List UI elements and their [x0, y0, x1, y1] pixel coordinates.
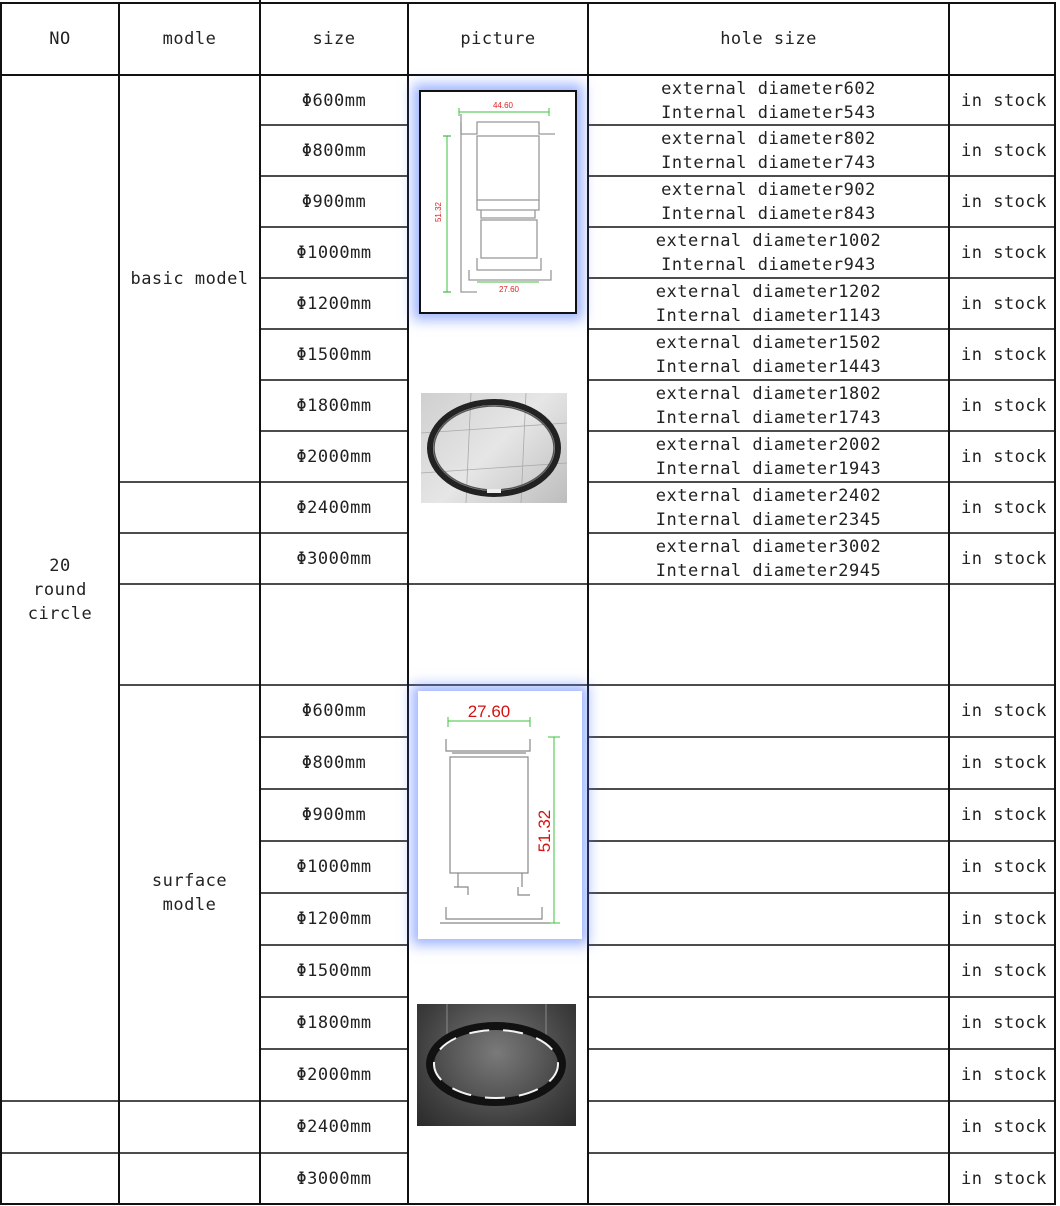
group-no-number: 20: [49, 556, 71, 576]
surface-stock-cell: in stock: [961, 1117, 1047, 1137]
internal-diameter: Internal diameter1943: [655, 458, 882, 479]
surface-size-cell: Φ900mm: [301, 805, 367, 825]
basic-stock-cell: in stock: [961, 191, 1047, 212]
basic-profile-drawing: [419, 90, 577, 314]
surface-stock-cell: in stock: [961, 909, 1047, 929]
basic-stock-cell: in stock: [961, 293, 1047, 314]
internal-diameter: Internal diameter743: [661, 152, 876, 173]
basic-top-dim: 44.60: [492, 101, 514, 110]
header-model: modle: [162, 29, 217, 49]
ring-photo-basic: [421, 393, 567, 503]
basic-hole-size-cell: [588, 431, 949, 482]
basic-stock-cell: in stock: [961, 497, 1047, 518]
external-diameter: external diameter802: [661, 128, 876, 149]
internal-diameter: Internal diameter1443: [655, 356, 882, 377]
basic-size-cell: Φ1200mm: [296, 293, 372, 314]
basic-size-cell: Φ800mm: [301, 140, 367, 161]
basic-size-cell: Φ900mm: [301, 191, 367, 212]
surface-stock-cell: in stock: [961, 701, 1047, 721]
surface-size-cell: Φ1500mm: [296, 961, 372, 981]
ring-photo-surface: [417, 1004, 576, 1126]
surface-size-cell: Φ3000mm: [296, 1169, 372, 1189]
basic-stock-cell: in stock: [961, 446, 1047, 467]
surface-stock-cell: in stock: [961, 857, 1047, 877]
surface-size-cell: Φ1000mm: [296, 857, 372, 877]
surface-stock-cell: in stock: [961, 1169, 1047, 1189]
basic-hole-size-cell: [588, 533, 949, 584]
internal-diameter: Internal diameter543: [661, 102, 876, 123]
basic-model-label: basic model: [130, 268, 249, 289]
internal-diameter: Internal diameter2345: [655, 509, 882, 530]
basic-bottom-dim: 27.60: [498, 285, 520, 294]
basic-hole-size-cell: [588, 176, 949, 227]
basic-stock-cell: in stock: [961, 90, 1047, 111]
group-no-circle: circle: [27, 604, 93, 624]
basic-stock-cell: in stock: [961, 395, 1047, 416]
surface-stock-cell: in stock: [961, 805, 1047, 825]
surface-size-cell: Φ1800mm: [296, 1013, 372, 1033]
basic-hole-size-cell: [588, 482, 949, 533]
basic-stock-cell: in stock: [961, 344, 1047, 365]
surface-size-cell: Φ2400mm: [296, 1117, 372, 1137]
basic-stock-cell: in stock: [961, 140, 1047, 161]
basic-size-cell: Φ1800mm: [296, 395, 372, 416]
surface-model-line2: modle: [162, 895, 217, 915]
surface-stock-cell: in stock: [961, 1013, 1047, 1033]
basic-stock-cell: in stock: [961, 242, 1047, 263]
group-no-cell: [1, 540, 119, 640]
external-diameter: external diameter2402: [655, 485, 882, 506]
basic-size-cell: Φ600mm: [301, 90, 367, 111]
basic-size-cell: Φ1500mm: [296, 344, 372, 365]
external-diameter: external diameter1802: [655, 383, 882, 404]
external-diameter: external diameter1002: [655, 230, 882, 251]
internal-diameter: Internal diameter843: [661, 203, 876, 224]
header-hole-size: hole size: [720, 29, 817, 49]
basic-size-cell: Φ2000mm: [296, 446, 372, 467]
surface-stock-cell: in stock: [961, 753, 1047, 773]
internal-diameter: Internal diameter943: [661, 254, 876, 275]
external-diameter: external diameter1502: [655, 332, 882, 353]
external-diameter: external diameter602: [661, 78, 876, 99]
basic-hole-size-cell: [588, 380, 949, 431]
basic-hole-size-cell: [588, 75, 949, 126]
surface-size-cell: Φ2000mm: [296, 1065, 372, 1085]
surface-profile-drawing: [418, 691, 582, 939]
basic-size-cell: Φ2400mm: [296, 497, 372, 518]
internal-diameter: Internal diameter1143: [655, 305, 882, 326]
surface-model-label: [119, 685, 260, 1101]
surface-stock-cell: in stock: [961, 961, 1047, 981]
basic-hole-size-cell: [588, 125, 949, 176]
surface-size-cell: Φ1200mm: [296, 909, 372, 929]
external-diameter: external diameter902: [661, 179, 876, 200]
surface-side-dim: 51.32: [535, 809, 554, 853]
header-stock: [949, 3, 1055, 75]
basic-size-cell: Φ3000mm: [296, 548, 372, 569]
external-diameter: external diameter3002: [655, 536, 882, 557]
basic-side-dim: 51.32: [434, 201, 443, 223]
header-picture: picture: [460, 29, 536, 49]
basic-stock-cell: in stock: [961, 548, 1047, 569]
basic-hole-size-cell: [588, 227, 949, 278]
basic-hole-size-cell: [588, 329, 949, 380]
header-no: NO: [49, 29, 71, 49]
surface-model-line1: surface: [151, 871, 228, 891]
surface-stock-cell: in stock: [961, 1065, 1047, 1085]
internal-diameter: Internal diameter2945: [655, 560, 882, 581]
surface-top-dim: 27.60: [467, 702, 511, 721]
surface-size-cell: Φ800mm: [301, 753, 367, 773]
external-diameter: external diameter2002: [655, 434, 882, 455]
group-no-round: round: [33, 580, 87, 600]
basic-size-cell: Φ1000mm: [296, 242, 372, 263]
internal-diameter: Internal diameter1743: [655, 407, 882, 428]
external-diameter: external diameter1202: [655, 281, 882, 302]
header-size: size: [312, 29, 356, 49]
basic-hole-size-cell: [588, 278, 949, 329]
surface-size-cell: Φ600mm: [301, 701, 367, 721]
